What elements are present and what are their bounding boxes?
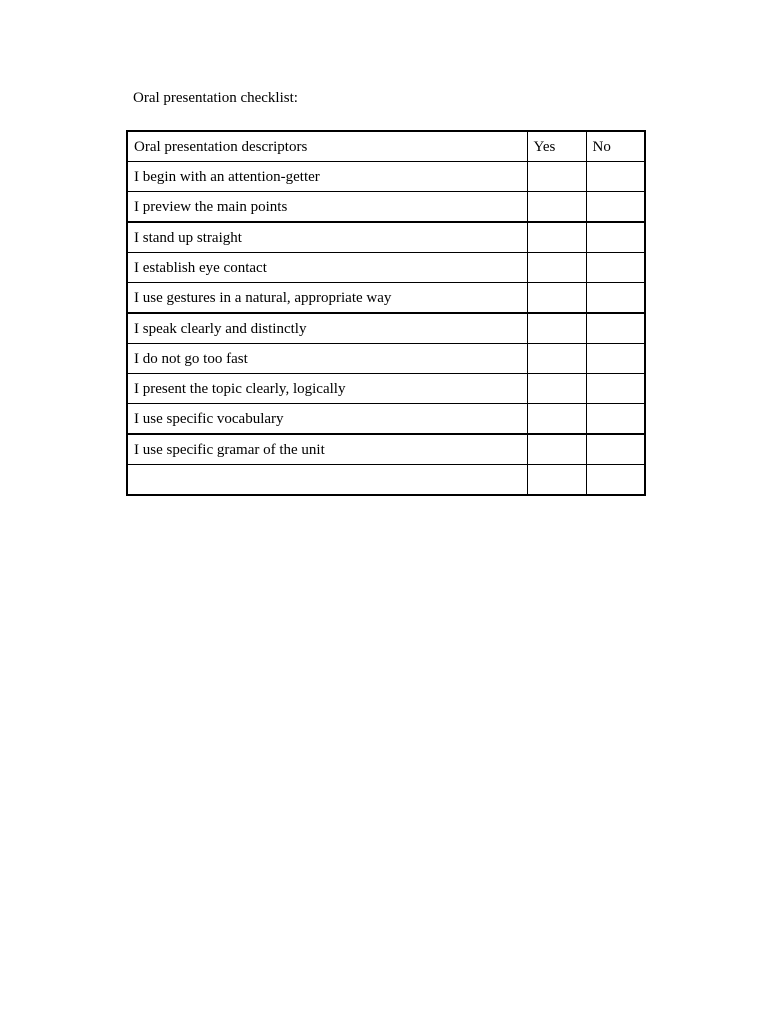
yes-cell[interactable] <box>527 434 586 465</box>
no-cell[interactable] <box>586 465 645 496</box>
table-row <box>127 253 645 283</box>
checklist-table <box>126 130 646 496</box>
no-cell[interactable] <box>586 283 645 314</box>
table-row <box>127 344 645 374</box>
no-cell[interactable] <box>586 434 645 465</box>
yes-cell[interactable] <box>527 192 586 223</box>
yes-cell[interactable] <box>527 253 586 283</box>
no-cell[interactable] <box>586 222 645 253</box>
descriptor-cell[interactable] <box>127 465 527 496</box>
descriptor-cell: I use specific gramar of the unit <box>127 434 527 465</box>
yes-cell[interactable] <box>527 344 586 374</box>
descriptor-cell: I use gestures in a natural, appropriate way <box>127 283 527 314</box>
table-row <box>127 313 645 344</box>
descriptor-cell: I do not go too fast <box>127 344 527 374</box>
yes-cell[interactable] <box>527 465 586 496</box>
yes-cell[interactable] <box>527 374 586 404</box>
descriptor-cell: I present the topic clearly, logically <box>127 374 527 404</box>
yes-cell[interactable] <box>527 222 586 253</box>
descriptor-cell: I begin with an attention-getter <box>127 162 527 192</box>
header-descriptors: Oral presentation descriptors <box>127 131 527 162</box>
yes-cell[interactable] <box>527 404 586 435</box>
descriptor-cell: I use specific vocabulary <box>127 404 527 435</box>
no-cell[interactable] <box>586 192 645 223</box>
table-row <box>127 465 645 496</box>
table-row <box>127 162 645 192</box>
table-row <box>127 404 645 435</box>
table-row <box>127 374 645 404</box>
descriptor-cell: I establish eye contact <box>127 253 527 283</box>
header-no: No <box>586 131 645 162</box>
checklist-title: Oral presentation checklist: <box>133 90 298 106</box>
table-row <box>127 283 645 314</box>
no-cell[interactable] <box>586 344 645 374</box>
table-row <box>127 222 645 253</box>
yes-cell[interactable] <box>527 162 586 192</box>
table-row <box>127 192 645 223</box>
header-yes: Yes <box>527 131 586 162</box>
no-cell[interactable] <box>586 404 645 435</box>
no-cell[interactable] <box>586 162 645 192</box>
descriptor-cell: I stand up straight <box>127 222 527 253</box>
table-header-row <box>127 131 645 162</box>
table-row <box>127 434 645 465</box>
no-cell[interactable] <box>586 253 645 283</box>
no-cell[interactable] <box>586 374 645 404</box>
descriptor-cell: I preview the main points <box>127 192 527 223</box>
yes-cell[interactable] <box>527 313 586 344</box>
descriptor-cell: I speak clearly and distinctly <box>127 313 527 344</box>
yes-cell[interactable] <box>527 283 586 314</box>
no-cell[interactable] <box>586 313 645 344</box>
